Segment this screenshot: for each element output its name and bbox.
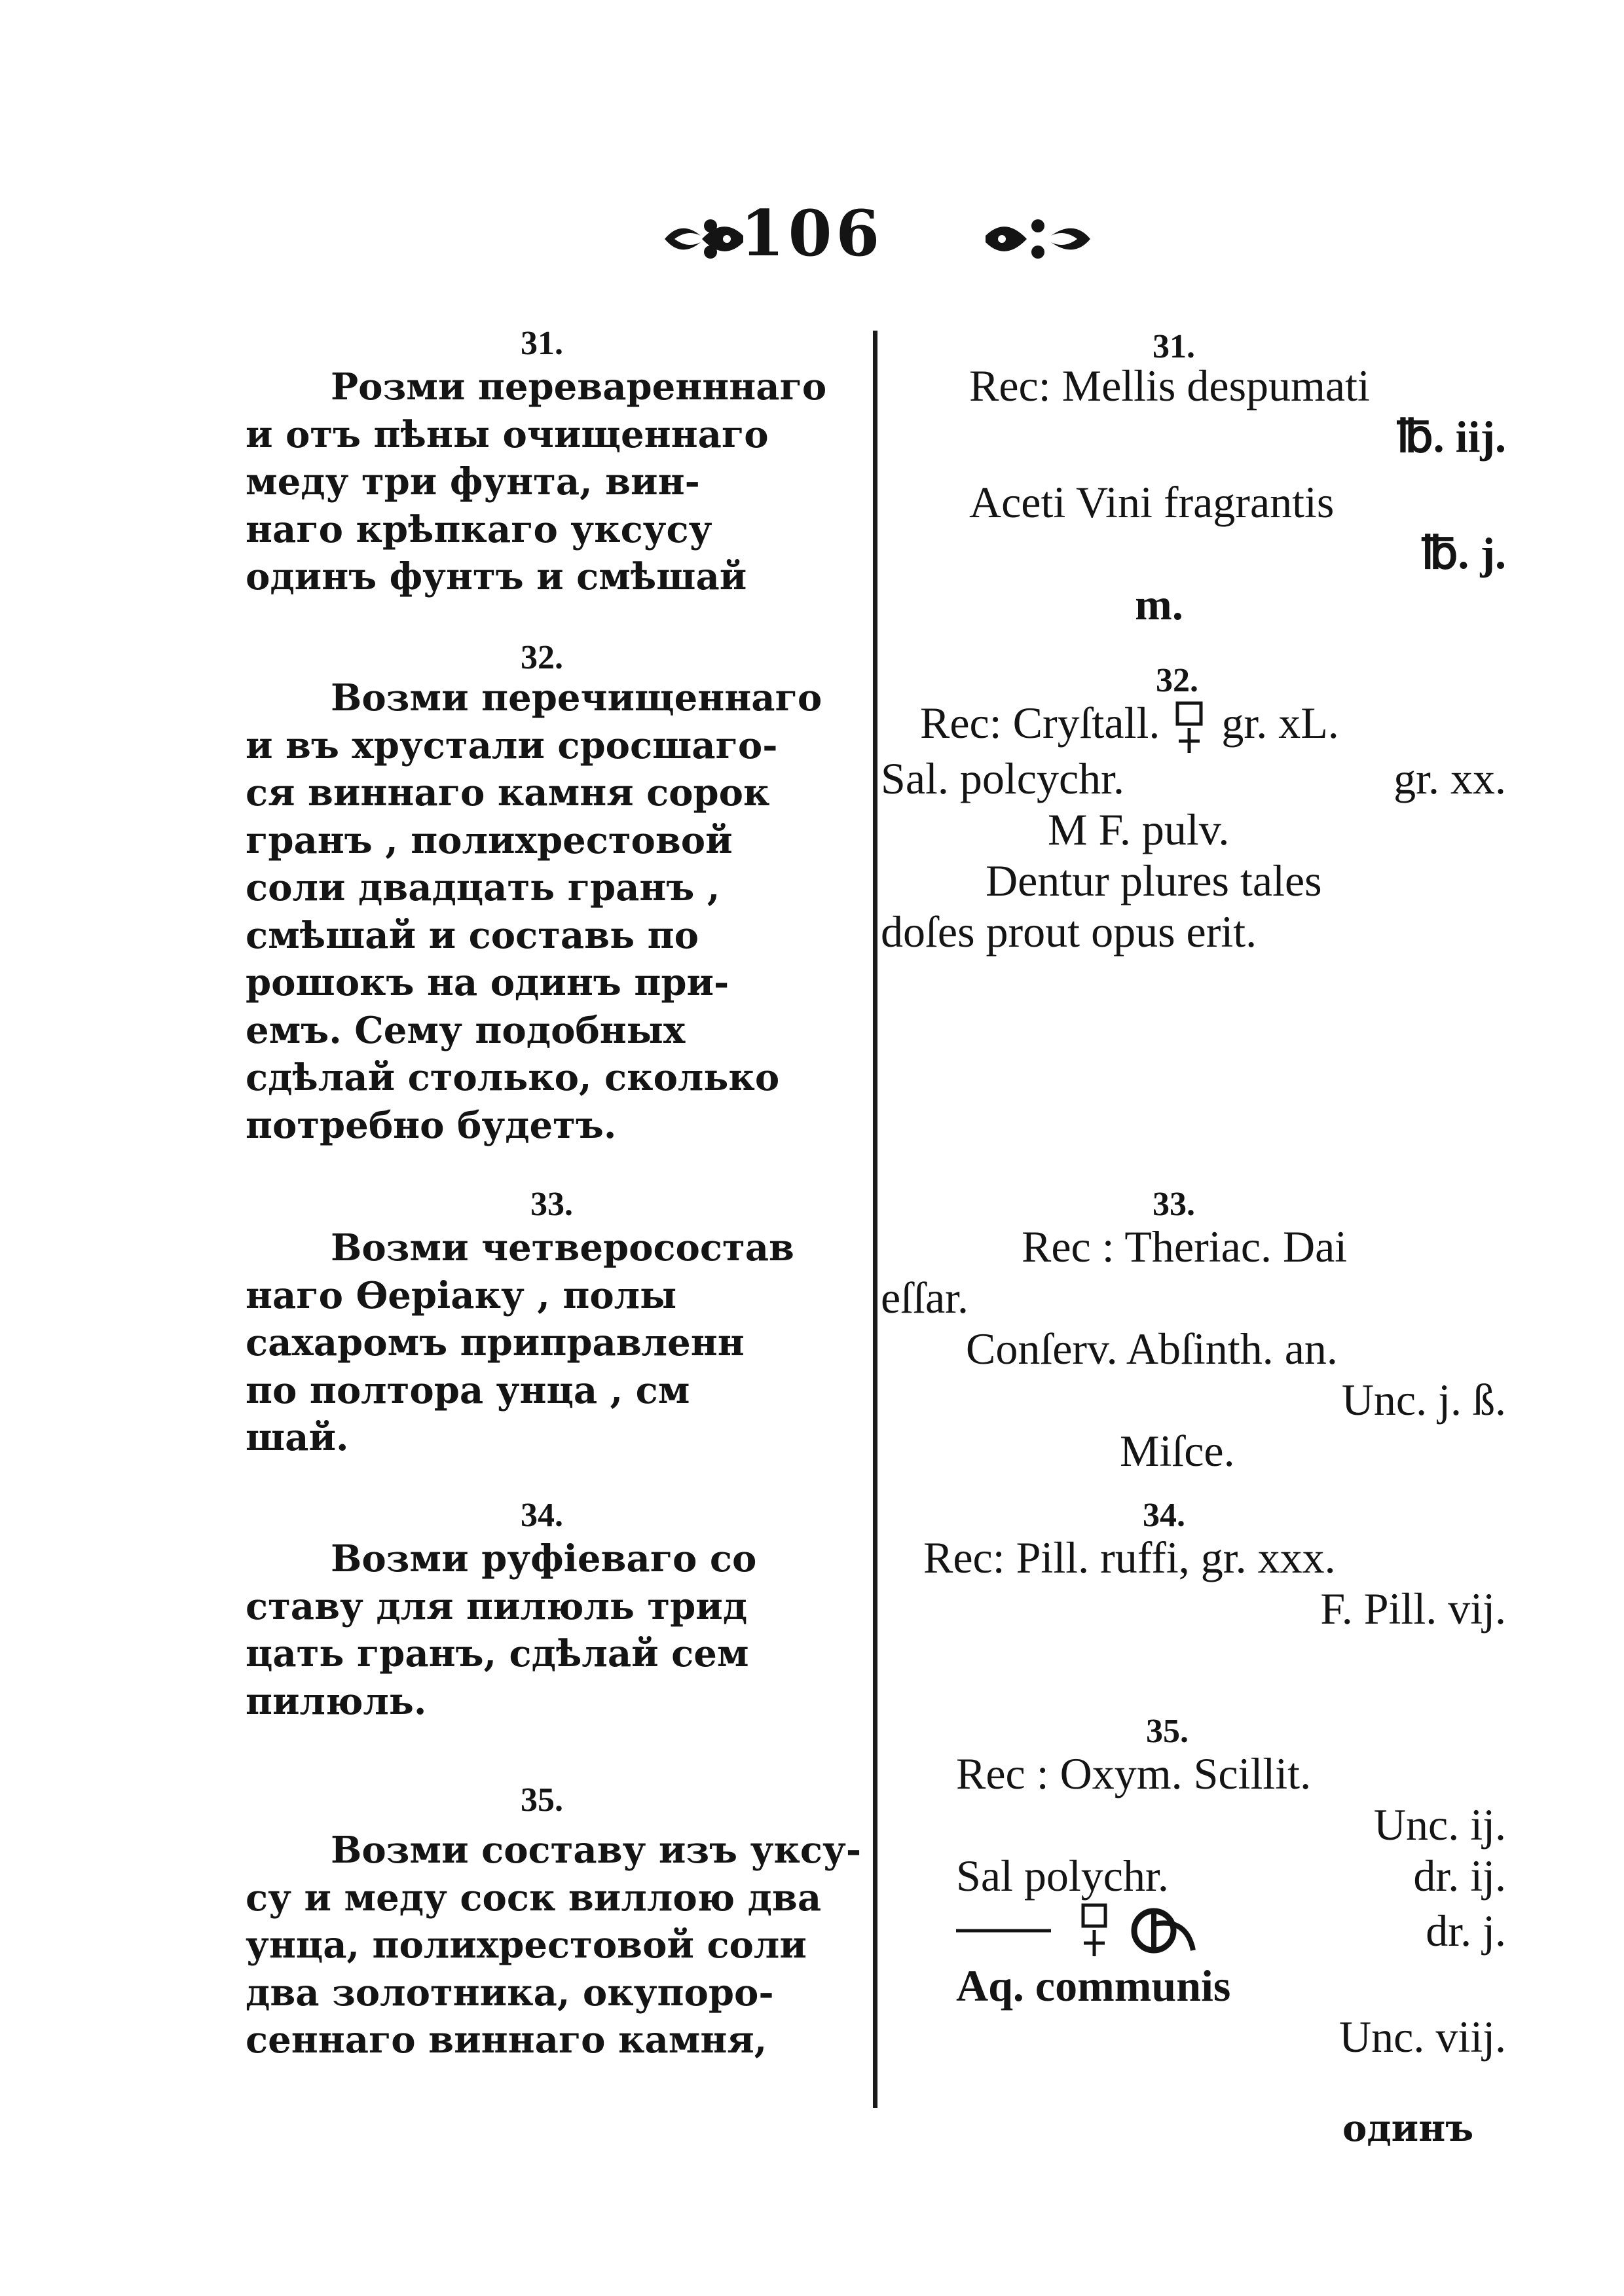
entry-number: 32. <box>521 639 563 676</box>
ditto-dash-icon <box>956 1924 1054 1937</box>
entry-number: 33. <box>1153 1186 1195 1223</box>
latin-recipe-31: Rec: Mellis despumati ℔. iij. Aceti Vini fragrantis ℔. j. m. <box>969 361 1506 629</box>
russian-recipe-33: Возми четверосостав наго Ѳеріаку , полы сахаромъ приправленн по полтора унца , см шай. <box>246 1226 794 1459</box>
russian-recipe-35: Возми составу изъ уксу- су и меду соск виллою два унца, полихрестовой соли два золотника, окупоро- сеннаго виннаго камня, <box>246 1829 862 2062</box>
russian-recipe-34: Возми руфіеваго со ставу для пилюль трид цать гранъ, сдѣлай сем пилюль. <box>246 1537 757 1723</box>
entry-number: 35. <box>521 1781 563 1819</box>
latin-recipe-35: Rec : Oxym. Scillit. Unc. ij. Sal polychr. dr. ij. dr. j. Aq. communis Unc. viij. <box>956 1749 1506 2062</box>
entry-number: 32. <box>1156 662 1198 699</box>
latin-recipe-33: Rec : Theriac. Dai eſſar. Conſerv. Abſinth. an. Unc. j. ß. Miſce. <box>881 1222 1506 1476</box>
latin-recipe-34: Rec: Pill. ruffi, gr. xxx. F. Pill. vij. <box>923 1533 1506 1633</box>
page-number: 106 <box>740 196 884 270</box>
latin-recipe-32: Rec: Cryſtall. gr. xL. Sal. polcychr. gr. xx. M F. pulv. Dentur plures tales doſes prout opus erit. <box>881 698 1506 957</box>
tartar-symbol-icon <box>1074 1901 1120 1960</box>
entry-number: 33. <box>530 1186 573 1223</box>
russian-recipe-31: Розми переваренннаго и отъ пѣны очищеннаго меду три фунта, вин- наго крѣпкаго уксусу одинъ фунтъ и смѣшай <box>246 365 827 598</box>
tartar-symbol-icon <box>1171 699 1210 756</box>
catchword: одинъ <box>1342 2107 1474 2150</box>
column-divider <box>873 331 877 2108</box>
entry-number: 34. <box>521 1497 563 1534</box>
entry-number: 34. <box>1143 1497 1185 1534</box>
entry-number: 35. <box>1146 1713 1189 1750</box>
entry-number: 31. <box>521 325 563 362</box>
russian-recipe-32: Возми перечищеннаго и въ хрустали сросшаго- ся виннаго камня сорок гранъ , полихрестовой соли двадцать гранъ , смѣшай и составь по рошокъ на одинъ при- емъ. Сему подобных сдѣлай столько, сколько потребно будетъ. <box>246 676 822 1147</box>
entry-number: 31. <box>1153 328 1195 365</box>
cream-of-tartar-symbol-icon <box>1128 1904 1200 1957</box>
ornament-right-icon <box>982 210 1094 268</box>
